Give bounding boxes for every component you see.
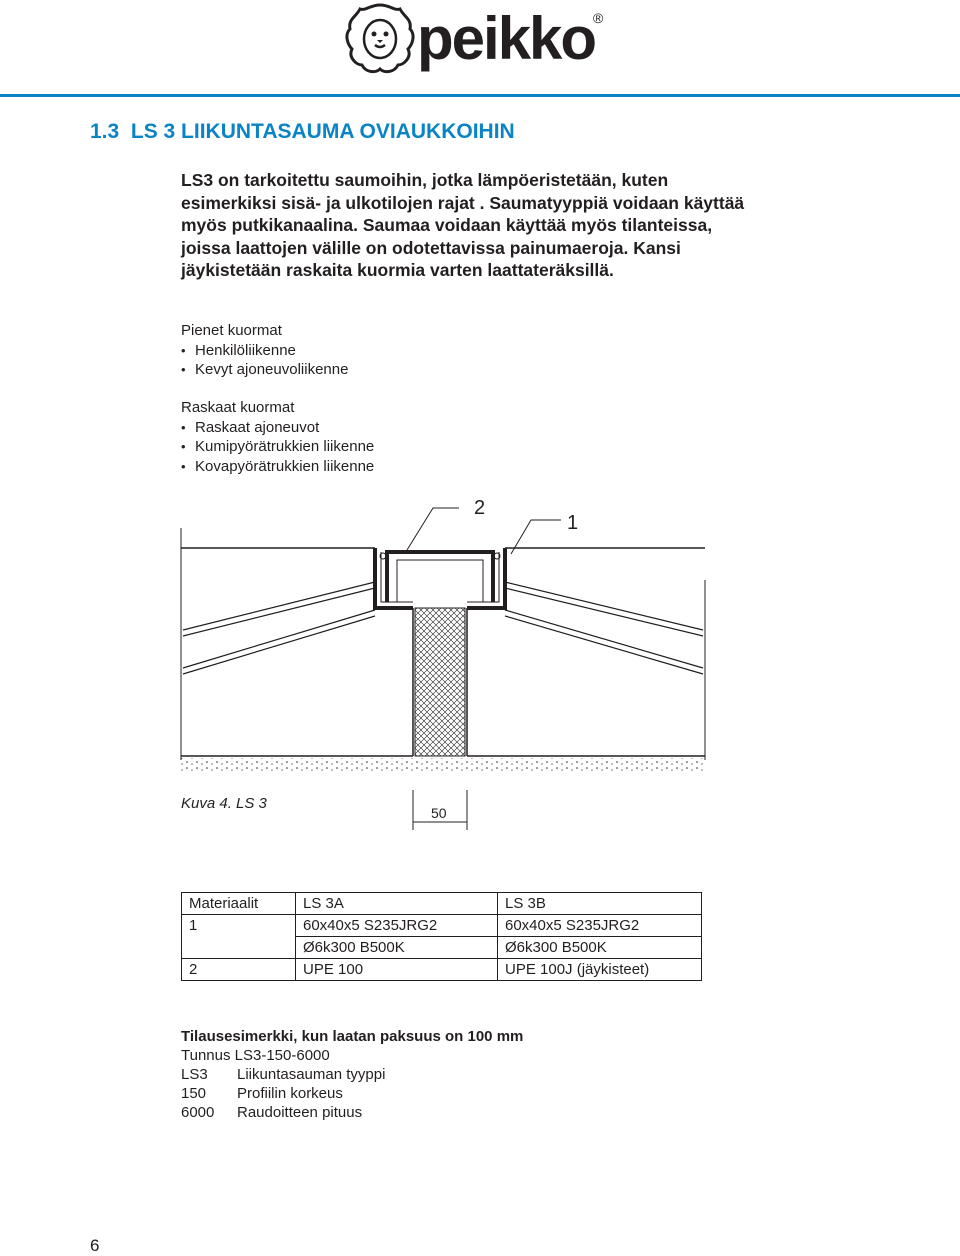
- table-row: [182, 937, 702, 959]
- table-cell: 60x40x5 S235JRG2: [498, 915, 702, 937]
- order-example: [181, 1027, 523, 1122]
- light-loads-heading: Pienet kuormat: [181, 322, 282, 339]
- header-rule: [0, 94, 960, 97]
- section-number: 1.3: [90, 120, 120, 143]
- intro-line: myös putkikanaalina. Saumaa voidaan käyttää myös tilanteissa,: [181, 215, 713, 235]
- table-cell: Ø6k300 B500K: [498, 937, 702, 959]
- order-code: 6000: [181, 1104, 215, 1121]
- table-row: [182, 915, 702, 937]
- table-header-cell: LS 3B: [498, 893, 702, 915]
- order-code-line: Tunnus LS3-150-6000: [181, 1047, 330, 1064]
- order-example-title: Tilausesimerkki, kun laatan paksuus on 100 mm: [181, 1028, 524, 1045]
- order-desc: Profiilin korkeus: [237, 1085, 343, 1102]
- order-code: 150: [181, 1085, 207, 1102]
- table-header-row: [182, 893, 702, 915]
- intro-line: joissa laattojen välille on odotettavissa painumaeroja. Kansi: [181, 237, 681, 258]
- list-item: • Kevyt ajoneuvoliikenne: [181, 360, 348, 380]
- registered-mark: ®: [593, 10, 604, 26]
- order-row: [181, 1103, 523, 1122]
- order-desc: Raudoitteen pituus: [237, 1104, 363, 1121]
- light-loads-list: [181, 321, 348, 380]
- order-code: LS3: [181, 1066, 208, 1083]
- order-row: [181, 1065, 523, 1084]
- table-row: [182, 959, 702, 981]
- table-cell: Ø6k300 B500K: [296, 937, 498, 959]
- order-row: [181, 1084, 523, 1103]
- callout-1: 1: [567, 512, 579, 534]
- joint-section-drawing: [175, 490, 715, 830]
- table-cell: [182, 937, 296, 959]
- table-header-cell: LS 3A: [296, 893, 498, 915]
- intro-line: LS3 on tarkoitettu saumoihin, jotka lämpöeristetään, kuten: [181, 170, 669, 190]
- list-item: • Kumipyörätrukkien liikenne: [181, 437, 374, 457]
- intro-line: esimerkiksi sisä- ja ulkotilojen rajat . Saumatyyppiä voidaan käyttää: [181, 192, 745, 213]
- list-item: • Kovapyörätrukkien liikenne: [181, 457, 374, 477]
- section-title: [90, 120, 515, 144]
- table-cell: UPE 100J (jäykisteet): [498, 959, 702, 981]
- table-cell: UPE 100: [296, 959, 498, 981]
- order-desc: Liikuntasauman tyyppi: [237, 1066, 386, 1083]
- table-header-cell: Materiaalit: [182, 893, 296, 915]
- intro-paragraph: [181, 169, 801, 282]
- dimension-label: 50: [431, 805, 447, 821]
- table-cell: 1: [182, 915, 296, 937]
- materials-table: [181, 892, 702, 981]
- list-item: • Raskaat ajoneuvot: [181, 418, 374, 438]
- section-heading: LS 3 LIIKUNTASAUMA OVIAUKKOIHIN: [130, 120, 515, 143]
- table-cell: 2: [182, 959, 296, 981]
- heavy-loads-list: [181, 398, 374, 476]
- brand-wordmark: peikko: [417, 5, 596, 72]
- callout-2: 2: [474, 497, 486, 519]
- table-cell: 60x40x5 S235JRG2: [296, 915, 498, 937]
- intro-line: jäykistetään raskaita kuormia varten laattateräksillä.: [181, 260, 614, 280]
- list-item: • Henkilöliikenne: [181, 341, 348, 361]
- heavy-loads-heading: Raskaat kuormat: [181, 399, 295, 416]
- page-number: 6: [90, 1236, 100, 1255]
- figure-caption: Kuva 4. LS 3: [181, 795, 267, 812]
